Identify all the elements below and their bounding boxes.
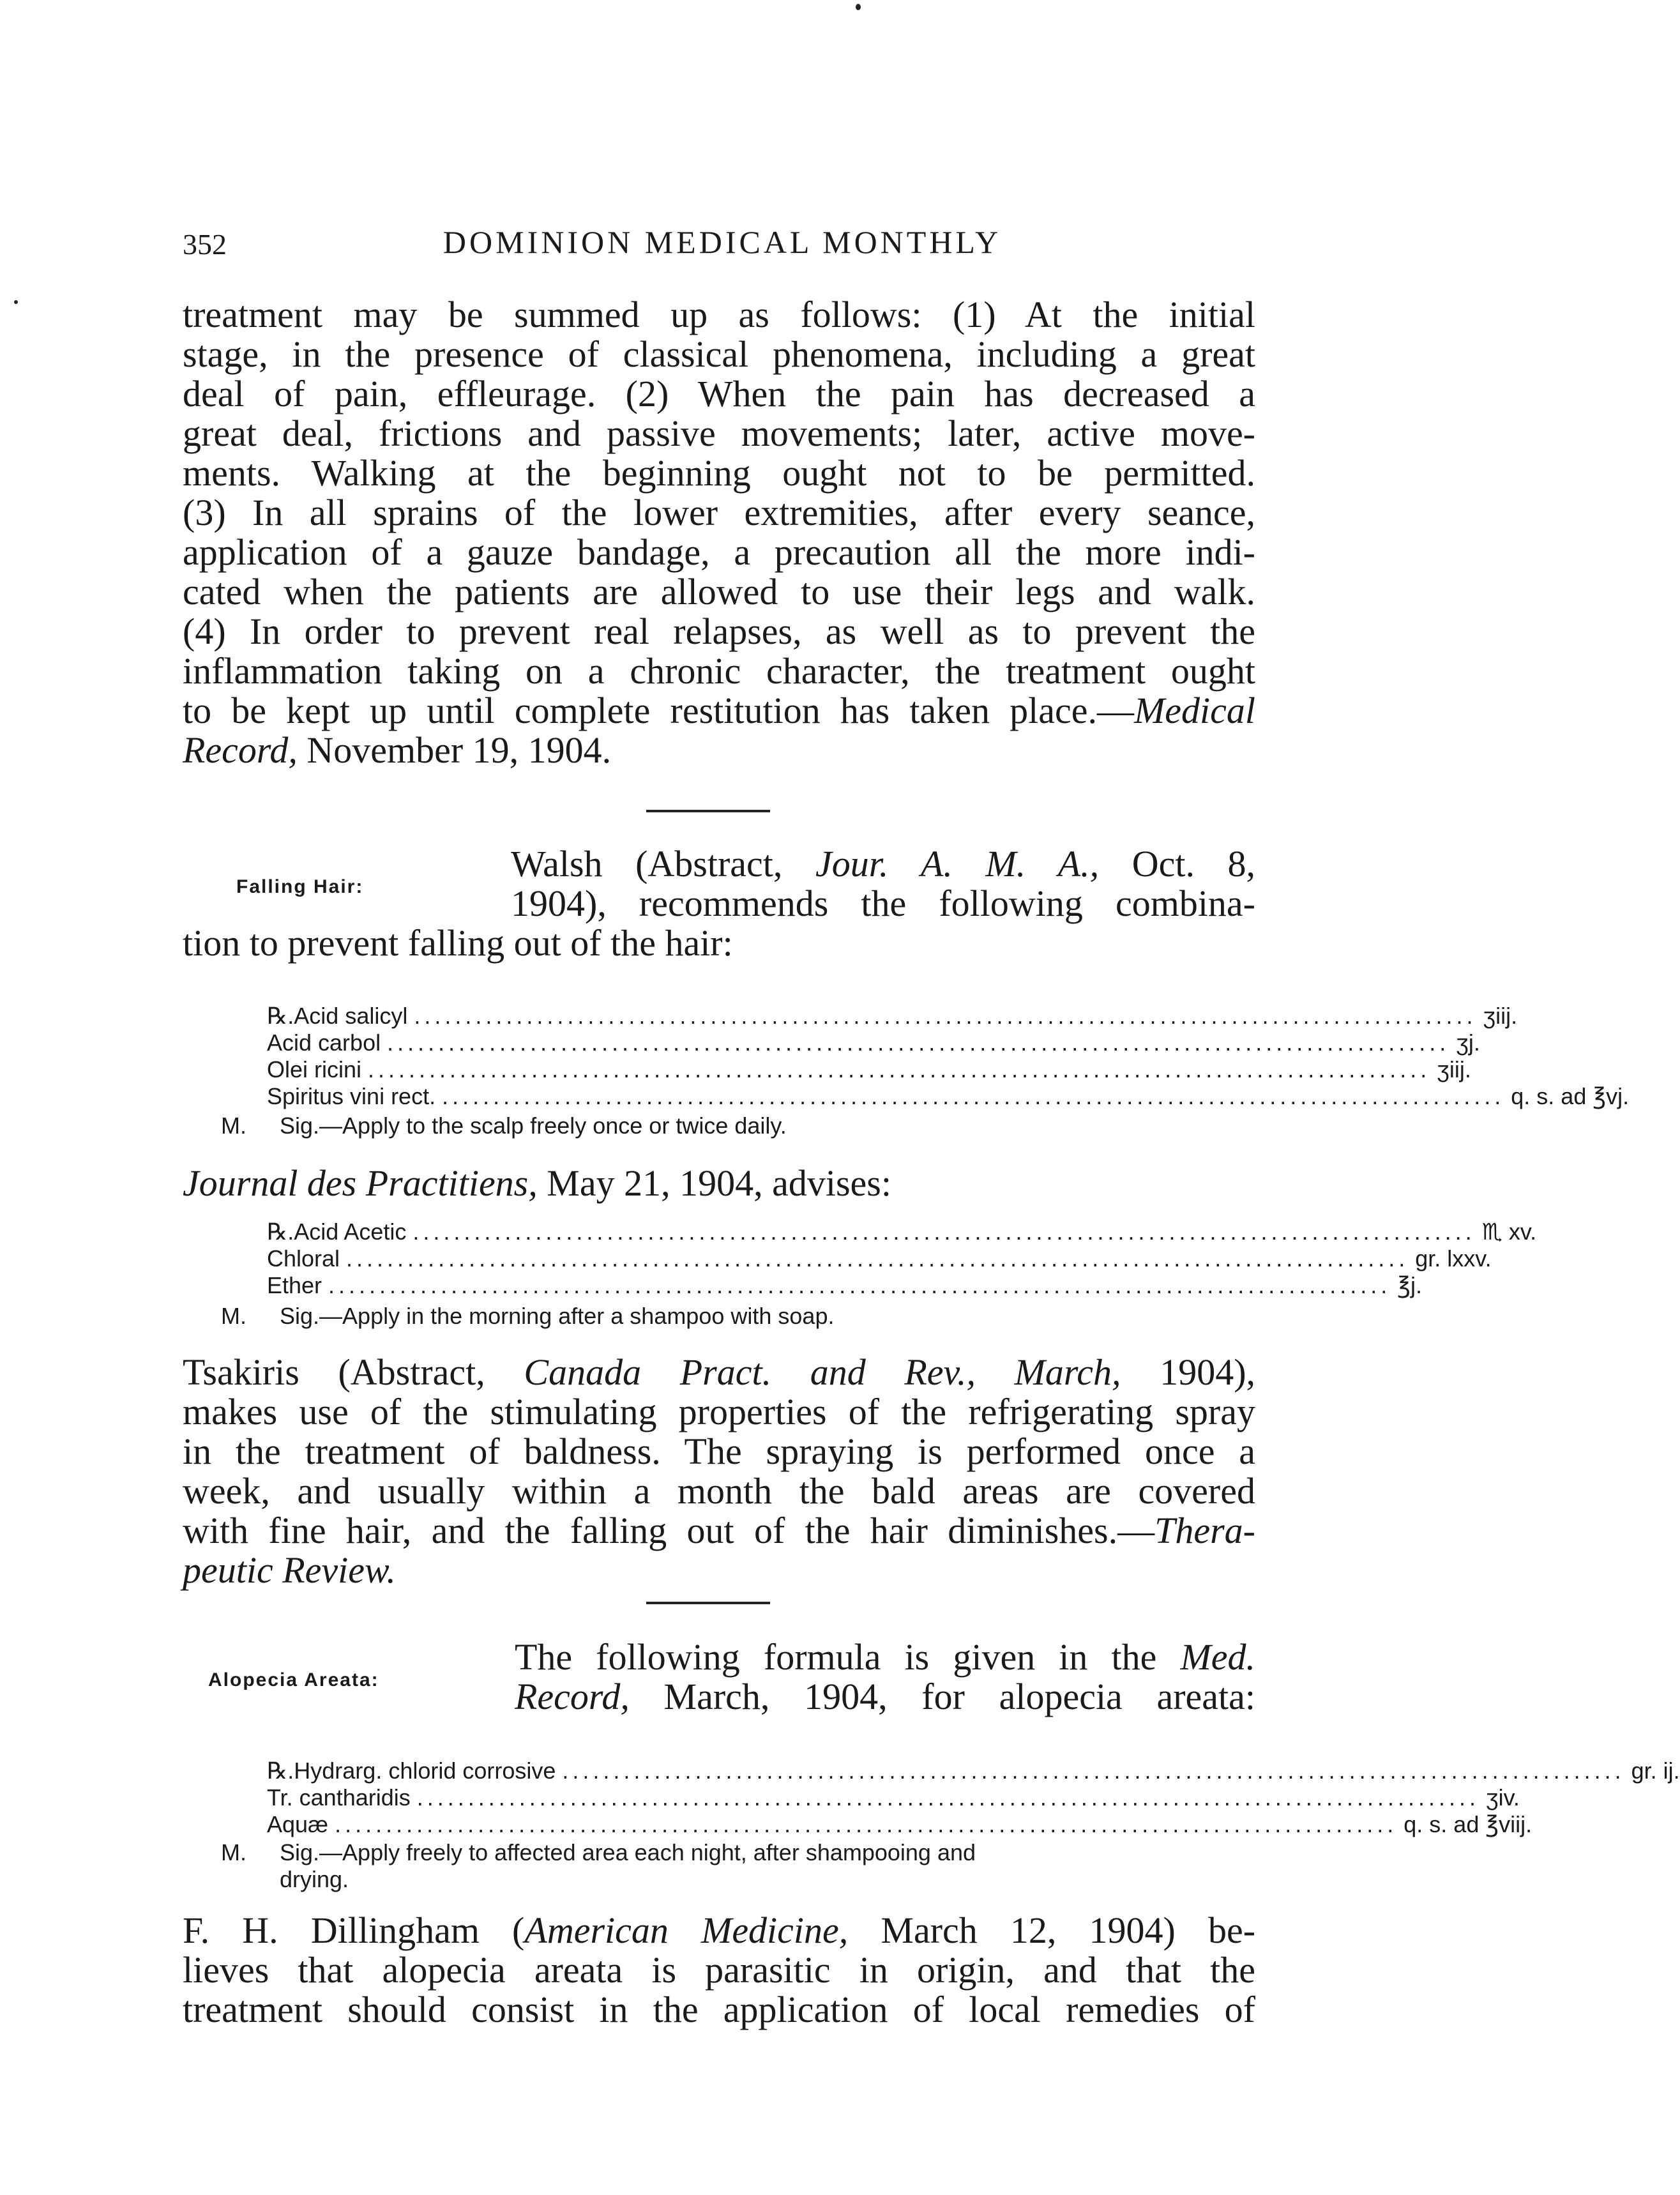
source-title: Canada Pract. and Rev., March, [524, 1351, 1121, 1393]
text-fragment: May 21, 1904, advises: [547, 1162, 891, 1204]
prescription-row [267, 1272, 1423, 1299]
source-title: Thera- [1154, 1510, 1255, 1551]
text-line [515, 1677, 1255, 1717]
text-line [183, 1911, 1255, 1950]
running-title: DOMINION MEDICAL MONTHLY [443, 224, 1002, 260]
journal-des-practitiens-intro [183, 1164, 1255, 1203]
side-heading-alopecia-areata: Alopecia Areata: [208, 1669, 379, 1690]
leader-dots: ........................................................................................................ [416, 1784, 1479, 1811]
section-divider [646, 1602, 770, 1604]
prescription-row [267, 1029, 1480, 1056]
text-line: ments. Walking at the beginning ought not to be permitted. [183, 452, 1255, 494]
text-fragment: Tsakiris (Abstract, [183, 1351, 485, 1393]
quantity: gr. lxxv. [1415, 1245, 1492, 1272]
prescription-row [267, 1811, 1532, 1838]
signa-text: Sig.—Apply to the scalp freely once or twice daily. [280, 1113, 787, 1139]
source-title: American Medicine, [524, 1910, 849, 1951]
text-line [183, 1511, 1255, 1551]
leader-dots: ........................................................................................................ [414, 1003, 1477, 1029]
mix-symbol: M. [221, 1113, 246, 1139]
quantity: ♏ xv. [1481, 1219, 1537, 1245]
alopecia-intro [515, 1637, 1255, 1717]
rx-symbol: ℞. [267, 1003, 294, 1029]
rx-symbol: ℞. [267, 1758, 294, 1784]
prescription-row [267, 1003, 1518, 1029]
leader-dots: ........................................................................................................ [328, 1272, 1391, 1298]
quantity: q. s. ad ℥vj. [1511, 1083, 1630, 1109]
text-line: great deal, frictions and passive movements; later, active move- [183, 413, 1255, 454]
quantity: ʒiij. [1437, 1056, 1471, 1082]
ingredient: Chloral [267, 1245, 340, 1272]
text-line: makes use of the stimulating properties of the refrigerating spray [183, 1391, 1255, 1432]
source-title: Medical [1133, 690, 1255, 731]
source-title: Jour. A. M. A., [815, 843, 1100, 885]
page-number: 352 [183, 228, 227, 261]
prescription-row [267, 1219, 1537, 1245]
leader-dots: ........................................................................................................ [346, 1245, 1409, 1272]
section-divider [646, 810, 770, 812]
quantity: q. s. ad ℥viij. [1404, 1811, 1532, 1837]
prescription-alopecia [267, 1758, 1680, 1838]
text-fragment: with fine hair, and the falling out of the hair diminishes.— [183, 1510, 1155, 1551]
text-line [183, 731, 1255, 770]
text-line [183, 1353, 1255, 1392]
ingredient: Acid Acetic [294, 1219, 407, 1245]
rx-symbol: ℞. [267, 1219, 294, 1245]
signa-text: Sig.—Apply in the morning after a shampoo with soap. [280, 1303, 835, 1329]
quantity: gr. ij. [1631, 1758, 1680, 1784]
signa-alopecia [221, 1839, 1268, 1893]
text-line: application of a gauze bandage, a precaution all the more indi- [183, 531, 1255, 573]
text-line [511, 844, 1255, 884]
prescription-row [267, 1083, 1630, 1110]
signa-continuation: drying. [280, 1866, 349, 1892]
text-line: deal of pain, effleurage. (2) When the pain has decreased a [183, 373, 1255, 414]
quantity: ℥j. [1397, 1272, 1423, 1298]
text-line: stage, in the presence of classical phenomena, including a great [183, 333, 1255, 375]
ingredient: Aquæ [267, 1811, 329, 1837]
prescription-row [267, 1758, 1680, 1784]
source-title: Med. [1180, 1636, 1255, 1678]
ingredient: Spiritus vini rect. [267, 1083, 436, 1109]
ingredient: Tr. cantharidis [267, 1784, 411, 1811]
leader-dots: ........................................................................................................ [335, 1811, 1398, 1837]
leader-dots: ........................................................................................................ [562, 1758, 1625, 1784]
signa-journal [221, 1303, 1115, 1330]
signa-line [221, 1839, 1268, 1866]
text-line [183, 1164, 1255, 1203]
signa-line [221, 1113, 1115, 1139]
prescription-journal [267, 1219, 1537, 1299]
text-fragment: March, 1904, for alopecia areata: [663, 1676, 1255, 1717]
text-fragment: F. H. Dillingham ( [183, 1910, 525, 1951]
print-speck [14, 300, 18, 304]
running-header [183, 224, 1262, 275]
source-title: peutic Review. [183, 1549, 396, 1591]
text-line: tion to prevent falling out of the hair: [183, 922, 733, 964]
signa-falling-hair [221, 1113, 1115, 1139]
text-line: lieves that alopecia areata is parasitic in origin, and that the [183, 1949, 1255, 1991]
tsakiris-paragraph [183, 1353, 1255, 1590]
leader-dots: ........................................................................................................ [387, 1029, 1450, 1056]
falling-hair-intro-cont [183, 923, 1255, 963]
ingredient: Hydrarg. chlorid corrosive [294, 1758, 556, 1784]
text-line: treatment may be summed up as follows: (1) At the initial [183, 294, 1255, 335]
text-fragment: Oct. 8, [1131, 843, 1256, 885]
text-line: 1904), recommends the following combina- [511, 883, 1255, 924]
quantity: ʒj. [1456, 1029, 1480, 1056]
mix-symbol: M. [221, 1839, 246, 1865]
leader-dots: ........................................................................................................ [368, 1056, 1431, 1082]
text-line [183, 691, 1255, 731]
quantity: ʒiij. [1483, 1003, 1518, 1029]
text-line: in the treatment of baldness. The spraying is performed once a [183, 1431, 1255, 1472]
ingredient: Acid carbol [267, 1029, 381, 1056]
source-date: November 19, 1904. [306, 729, 612, 771]
text-line: (3) In all sprains of the lower extremities, after every seance, [183, 492, 1255, 533]
text-line: week, and usually within a month the bald areas are covered [183, 1470, 1255, 1512]
source-title: Journal des Practitiens, [183, 1162, 538, 1204]
ingredient: Acid salicyl [294, 1003, 408, 1029]
text-line: cated when the patients are allowed to use their legs and walk. [183, 571, 1255, 612]
signa-line [221, 1303, 1115, 1330]
dillingham-paragraph [183, 1911, 1255, 2030]
text-line: (4) In order to prevent real relapses, as well as to prevent the [183, 611, 1255, 652]
text-fragment: The following formula is given in the [515, 1636, 1157, 1678]
intro-paragraph [183, 295, 1255, 770]
text-fragment: Walsh (Abstract, [511, 843, 783, 885]
signa-text: Sig.—Apply freely to affected area each night, after shampooing and [280, 1839, 976, 1865]
text-fragment: March 12, 1904) be- [881, 1910, 1256, 1951]
leader-dots: ........................................................................................................ [412, 1219, 1476, 1245]
quantity: ʒiv. [1485, 1784, 1520, 1811]
text-fragment: to be kept up until complete restitution has taken place.— [183, 690, 1134, 731]
prescription-row [267, 1784, 1520, 1811]
ingredient: Ether [267, 1272, 322, 1298]
side-heading-falling-hair: Falling Hair: [236, 876, 364, 897]
source-title: Record, [183, 729, 298, 771]
ingredient: Olei ricini [267, 1056, 362, 1082]
prescription-falling-hair [267, 1003, 1630, 1110]
leader-dots: ........................................................................................................ [442, 1083, 1505, 1109]
mix-symbol: M. [221, 1303, 246, 1329]
prescription-row [267, 1245, 1492, 1272]
text-line: treatment should consist in the application of local remedies of [183, 1989, 1255, 2030]
falling-hair-intro [511, 844, 1255, 923]
text-line: inflammation taking on a chronic character, the treatment ought [183, 650, 1255, 692]
print-speck [856, 4, 861, 10]
source-title: Record, [515, 1676, 630, 1717]
prescription-row [267, 1056, 1471, 1083]
text-line [515, 1637, 1255, 1677]
text-line [183, 1551, 1255, 1590]
text-fragment: 1904), [1160, 1351, 1256, 1393]
